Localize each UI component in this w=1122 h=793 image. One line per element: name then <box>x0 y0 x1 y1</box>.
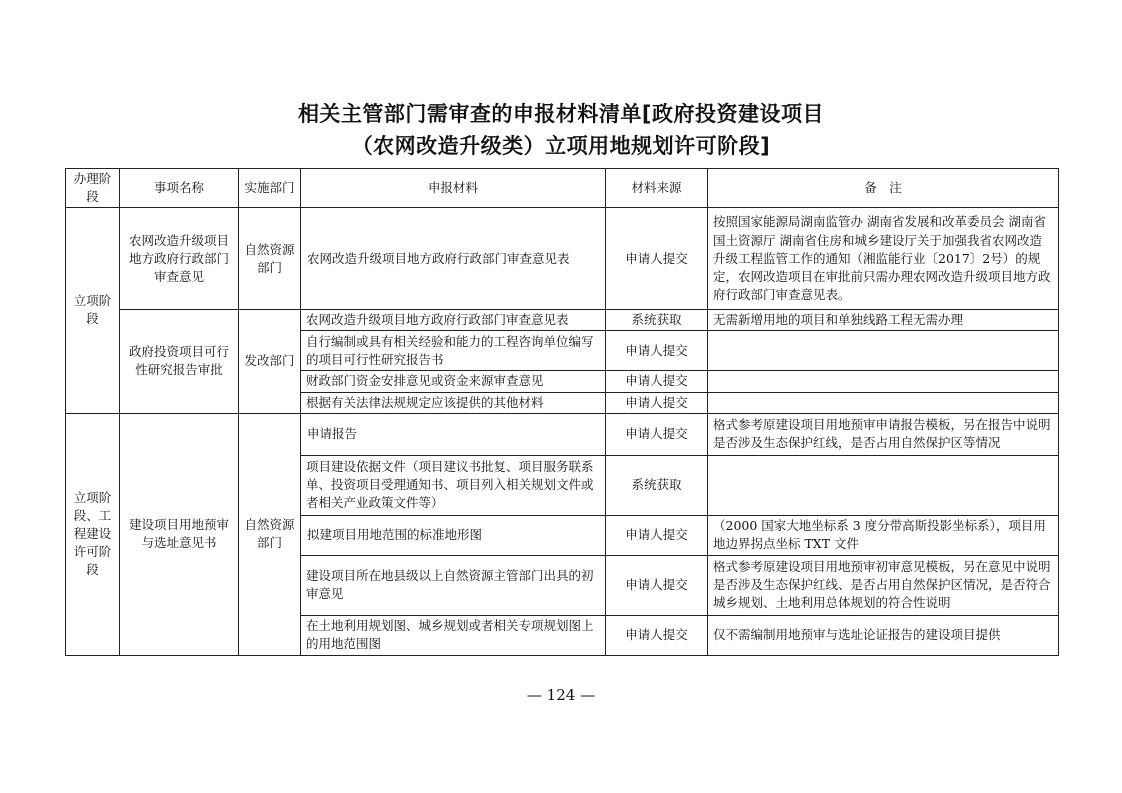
material-cell: 拟建项目用地范围的标准地形图 <box>301 515 606 555</box>
header-source: 材料来源 <box>606 169 708 208</box>
material-cell: 在土地利用规划图、城乡规划或者相关专项规划图上的用地范围图 <box>301 615 606 655</box>
material-cell: 根据有关法律法规规定应该提供的其他材料 <box>301 392 606 413</box>
header-item-name: 事项名称 <box>120 169 239 208</box>
stage-cell: 立项阶段 <box>66 208 120 413</box>
note-cell <box>708 371 1059 392</box>
department-cell: 发改部门 <box>239 310 301 413</box>
note-cell <box>708 331 1059 371</box>
note-cell: 仅不需编制用地预审与选址论证报告的建设项目提供 <box>708 615 1059 655</box>
source-cell: 申请人提交 <box>606 413 708 455</box>
source-cell: 申请人提交 <box>606 515 708 555</box>
materials-table <box>65 168 1059 656</box>
source-cell: 系统获取 <box>606 455 708 515</box>
item-name-cell: 建设项目用地预审与选址意见书 <box>120 413 239 655</box>
department-cell: 自然资源部门 <box>239 208 301 310</box>
note-cell <box>708 392 1059 413</box>
source-cell: 申请人提交 <box>606 371 708 392</box>
material-cell: 农网改造升级项目地方政府行政部门审查意见表 <box>301 208 606 310</box>
source-cell: 申请人提交 <box>606 615 708 655</box>
material-cell: 农网改造升级项目地方政府行政部门审查意见表 <box>301 310 606 331</box>
note-cell <box>708 455 1059 515</box>
document-title-line1: 相关主管部门需审查的申报材料清单[政府投资建设项目 <box>297 102 825 126</box>
item-name-cell: 政府投资项目可行性研究报告审批 <box>120 310 239 413</box>
header-notes: 备 注 <box>708 169 1059 208</box>
source-cell: 申请人提交 <box>606 555 708 615</box>
table-header-row <box>66 169 1059 208</box>
source-cell: 申请人提交 <box>606 331 708 371</box>
page-number: — 124 — <box>526 686 596 704</box>
header-stage: 办理阶段 <box>66 169 120 208</box>
table-row <box>66 413 1059 455</box>
header-materials: 申报材料 <box>301 169 606 208</box>
material-cell: 申请报告 <box>301 413 606 455</box>
department-cell: 自然资源部门 <box>239 413 301 655</box>
note-cell: 格式参考原建设项目用地预审申请报告模板，另在报告中说明是否涉及生态保护红线，是否占用自然保护区等情况 <box>708 413 1059 455</box>
note-cell: 格式参考原建设项目用地预审初审意见模板，另在意见中说明是否涉及生态保护红线、是否占用自然保护区情况，是否符合城乡规划、土地利用总体规划的符合性说明 <box>708 555 1059 615</box>
header-department: 实施部门 <box>239 169 301 208</box>
stage-cell: 立项阶段、工程建设许可阶段 <box>66 413 120 655</box>
note-cell: 无需新增用地的项目和单独线路工程无需办理 <box>708 310 1059 331</box>
table-row <box>66 208 1059 310</box>
item-name-cell: 农网改造升级项目地方政府行政部门审查意见 <box>120 208 239 310</box>
note-cell: （2000 国家大地坐标系 3 度分带高斯投影坐标系），项目用地边界拐点坐标 TXT 文件 <box>708 515 1059 555</box>
material-cell: 建设项目所在地县级以上自然资源主管部门出具的初审意见 <box>301 555 606 615</box>
source-cell: 申请人提交 <box>606 208 708 310</box>
material-cell: 项目建设依据文件（项目建议书批复、项目服务联系单、投资项目受理通知书、项目列入相关规划文件或者相关产业政策文件等） <box>301 455 606 515</box>
table-row <box>66 310 1059 331</box>
document-title-line2: （农网改造升级类）立项用地规划许可阶段] <box>351 134 771 158</box>
source-cell: 系统获取 <box>606 310 708 331</box>
material-cell: 自行编制或具有相关经验和能力的工程咨询单位编写的项目可行性研究报告书 <box>301 331 606 371</box>
material-cell: 财政部门资金安排意见或资金来源审查意见 <box>301 371 606 392</box>
note-cell: 按照国家能源局湖南监管办 湖南省发展和改革委员会 湖南省国土资源厅 湖南省住房和城乡建设厅关于加强我省农网改造升级工程监管工作的通知（湘监能行业〔2017〕2号）的规定，农网改造项目在审批前只需办理农网改造升级项目地方政府行政部门审查意见表。 <box>708 208 1059 310</box>
source-cell: 申请人提交 <box>606 392 708 413</box>
